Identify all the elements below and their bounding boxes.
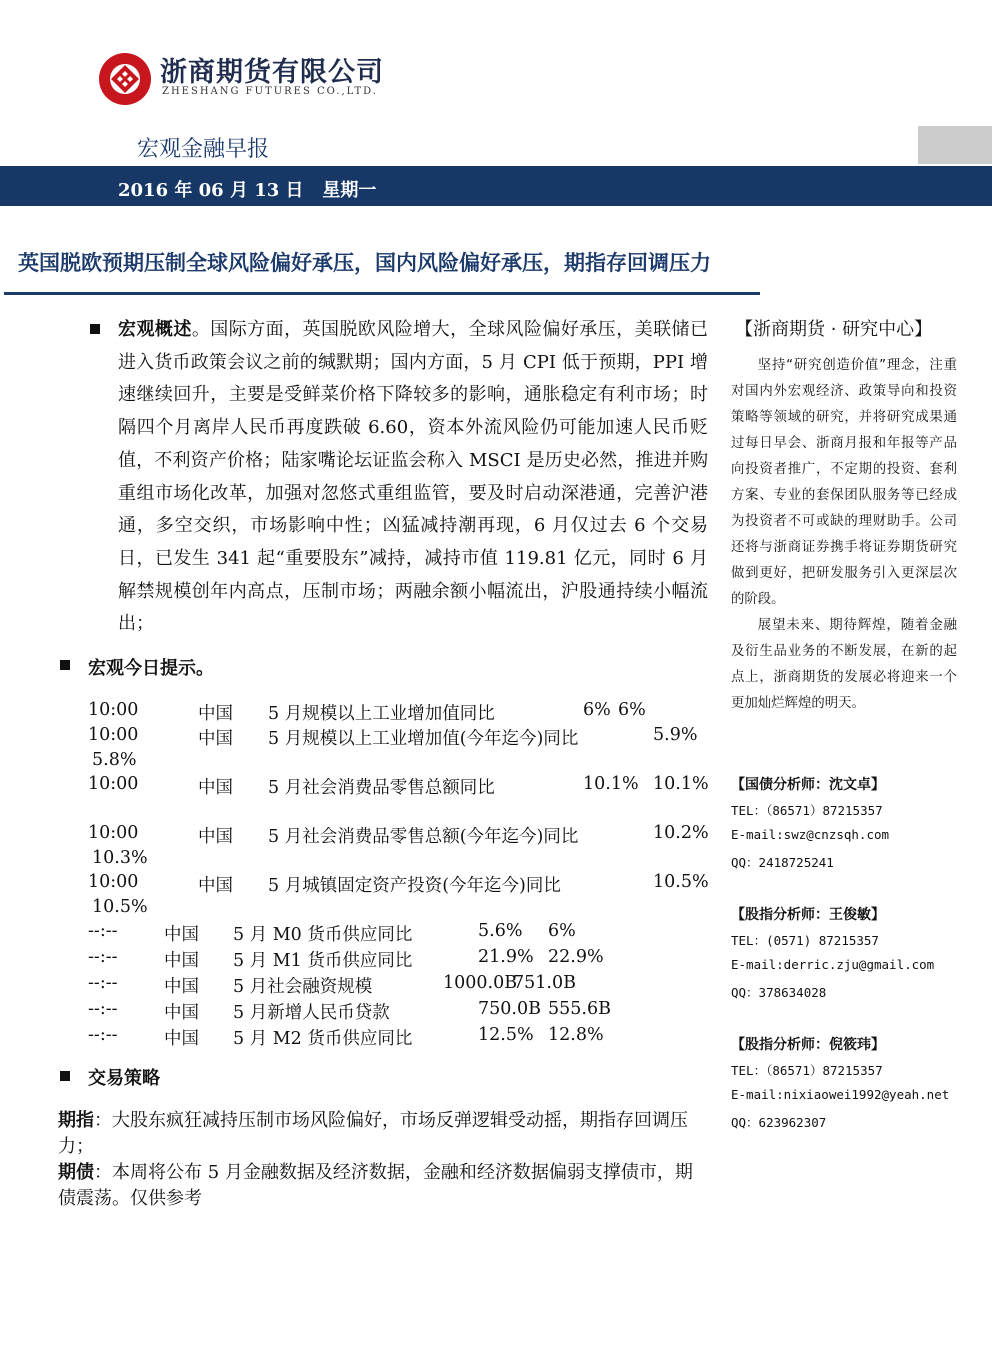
calendar-item: 5 月规模以上工业增加值同比 — [268, 704, 495, 724]
sidebar-paragraph: 坚持“研究创造价值”理念，注重对国内外宏观经济、政策导向和投资策略等领域的研究，并将研究成果通过每日早会、浙商月报和年报等产品向投资者推广，不定期的投资、套利方案、专业的套保团队服务等已经成为投资者不可或缺的理财助手。公司还将与浙商证券携手将证券期货研究做到更好，把研发服务引入更深层次的阶段。 — [731, 358, 957, 607]
futures-text: ：大股东疯狂减持压制市场风险偏好，市场反弹逻辑受动摇，期指存回调压力； — [58, 1110, 688, 1157]
calendar-value-2: 6% — [618, 700, 646, 720]
calendar-value-1: 750.0B — [478, 999, 541, 1019]
calendar-time: --:-- — [88, 947, 118, 967]
analyst-qq: QQ：2418725241 — [731, 855, 834, 870]
calendar-item: 5 月规模以上工业增加值(今年迄今)同比 — [268, 729, 579, 749]
analyst-heading: 【国债分析师：沈文卓】 — [731, 777, 885, 793]
calendar-time: --:-- — [88, 999, 118, 1019]
strategy-bond — [58, 1160, 708, 1212]
bond-label: 期债 — [58, 1162, 94, 1183]
strategy-heading: 交易策略 — [88, 1068, 160, 1089]
calendar-item: 5 月社会消费品零售总额同比 — [268, 778, 495, 798]
calendar-value-1: 21.9% — [478, 947, 534, 967]
calendar-value-2: 6% — [548, 921, 576, 941]
calendar-country: 中国 — [164, 1029, 199, 1049]
calendar-time: 10:00 — [88, 823, 139, 843]
calendar-value-2: 751.0B — [513, 973, 576, 993]
weekday: 星期一 — [322, 180, 377, 201]
sidebar-title: 【浙商期货 · 研究中心】 — [735, 319, 933, 340]
analyst-qq: QQ：378634028 — [731, 985, 827, 1000]
calendar-value-2: 5.8% — [92, 750, 137, 770]
header-gray-block — [918, 126, 992, 164]
calendar-country: 中国 — [198, 704, 233, 724]
futures-label: 期指 — [58, 1110, 94, 1131]
headline-divider — [4, 292, 760, 295]
calendar-value-1: 6% — [583, 700, 611, 720]
calendar-item: 5 月城镇固定资产投资(今年迄今)同比 — [268, 876, 561, 896]
strategy-futures — [58, 1108, 708, 1160]
square-bullet-icon — [60, 660, 70, 670]
calendar-time: --:-- — [88, 973, 118, 993]
calendar-value-2: 10.5% — [92, 897, 148, 917]
analyst-tel: TEL：（86571）87215357 — [731, 1063, 883, 1078]
calendar-item: 5 月 M0 货币供应同比 — [233, 925, 413, 945]
company-name: 浙商期货有限公司 — [160, 57, 384, 88]
square-bullet-icon — [90, 324, 100, 334]
macro-overview-text: 。国际方面，英国脱欧风险增大，全球风险偏好承压，美联储已进入货币政策会议之前的缄默期；国内方面，5 月 CPI 低于预期，PPI 增速继续回升，主要是受鲜菜价格下降较多的影响，通胀稳定有利市场；时隔四个月离岸人民币再度跌破 6.60，资本外流风险仍可能加速人民币贬值，不利资产价格；陆家嘴论坛证监会称入 MSCI 是历史必然，推进并购重组市场化改革，加强对忽悠式重组监管，要及时启动深港通，完善沪港通，多空交织，市场影响中性；凶猛减持潮再现，6 月仅过去 6 个交易日，已发生 341 起“重要股东”减持，减持市值 119.81 亿元，同时 6 月解禁规模创年内高点，压制市场；两融余额小幅流出，沪股通持续小幅流出； — [118, 319, 709, 635]
calendar-time: 10:00 — [88, 725, 139, 745]
calendar-country: 中国 — [198, 876, 233, 896]
calendar-item: 5 月 M2 货币供应同比 — [233, 1029, 413, 1049]
macro-today-heading: 宏观今日提示。 — [88, 658, 214, 679]
company-logo — [98, 52, 152, 106]
calendar-value-1: 5.6% — [478, 921, 523, 941]
calendar-country: 中国 — [164, 977, 199, 997]
calendar-value-2: 555.6B — [548, 999, 611, 1019]
sidebar-paragraph: 展望未来、期待辉煌，随着金融及衍生品业务的不断发展，在新的起点上，浙商期货的发展必将迎来一个更加灿烂辉煌的明天。 — [731, 618, 957, 711]
calendar-value-2: 10.1% — [653, 774, 709, 794]
calendar-value-1: 10.1% — [583, 774, 639, 794]
calendar-value-1: 10.5% — [653, 872, 709, 892]
report-date — [118, 176, 376, 202]
sidebar-description — [731, 353, 957, 717]
calendar-value-2: 10.3% — [92, 848, 148, 868]
analyst-email: E-mail:swz@cnzsqh.com — [731, 827, 890, 842]
square-bullet-icon — [60, 1071, 70, 1081]
calendar-country: 中国 — [198, 778, 233, 798]
calendar-country: 中国 — [164, 1003, 199, 1023]
calendar-country: 中国 — [164, 925, 199, 945]
calendar-time: 10:00 — [88, 700, 139, 720]
calendar-country: 中国 — [198, 729, 233, 749]
calendar-time: 10:00 — [88, 872, 139, 892]
calendar-value-2: 12.8% — [548, 1025, 604, 1045]
analyst-qq: QQ：623962307 — [731, 1115, 827, 1130]
macro-overview-label: 宏观概述 — [118, 319, 192, 340]
calendar-item: 5 月 M1 货币供应同比 — [233, 951, 413, 971]
report-title: 宏观金融早报 — [137, 137, 270, 162]
calendar-value-1: 1000.0B — [443, 973, 518, 993]
calendar-time: --:-- — [88, 1025, 118, 1045]
calendar-item: 5 月社会消费品零售总额(今年迄今)同比 — [268, 827, 579, 847]
calendar-country: 中国 — [164, 951, 199, 971]
calendar-item: 5 月新增人民币贷款 — [233, 1003, 390, 1023]
calendar-time: 10:00 — [88, 774, 139, 794]
calendar-value-1: 12.5% — [478, 1025, 534, 1045]
strategy-body — [58, 1108, 708, 1212]
analyst-tel: TEL：（86571）87215357 — [731, 803, 883, 818]
analyst-tel: TEL：(0571) 87215357 — [731, 933, 879, 948]
analyst-heading: 【股指分析师：王俊敏】 — [731, 907, 885, 923]
macro-overview-paragraph — [118, 314, 708, 641]
date-value: 2016 年 06 月 13 日 — [118, 180, 304, 201]
calendar-country: 中国 — [198, 827, 233, 847]
analyst-email: E-mail:derric.zju@gmail.com — [731, 957, 935, 972]
calendar-item: 5 月社会融资规模 — [233, 977, 373, 997]
analyst-heading: 【股指分析师：倪筱玮】 — [731, 1037, 885, 1053]
calendar-value-1: 5.9% — [653, 725, 698, 745]
calendar-value-2: 22.9% — [548, 947, 604, 967]
calendar-value-1: 10.2% — [653, 823, 709, 843]
company-name-en: ZHESHANG FUTURES CO.,LTD. — [162, 86, 378, 97]
analyst-email: E-mail:nixiaowei1992@yeah.net — [731, 1087, 950, 1102]
bond-text: ：本周将公布 5 月金融数据及经济数据，金融和经济数据偏弱支撑债市，期债震荡。仅供参考 — [58, 1162, 693, 1209]
headline: 英国脱欧预期压制全球风险偏好承压，国内风险偏好承压，期指存回调压力 — [18, 251, 711, 275]
calendar-time: --:-- — [88, 921, 118, 941]
